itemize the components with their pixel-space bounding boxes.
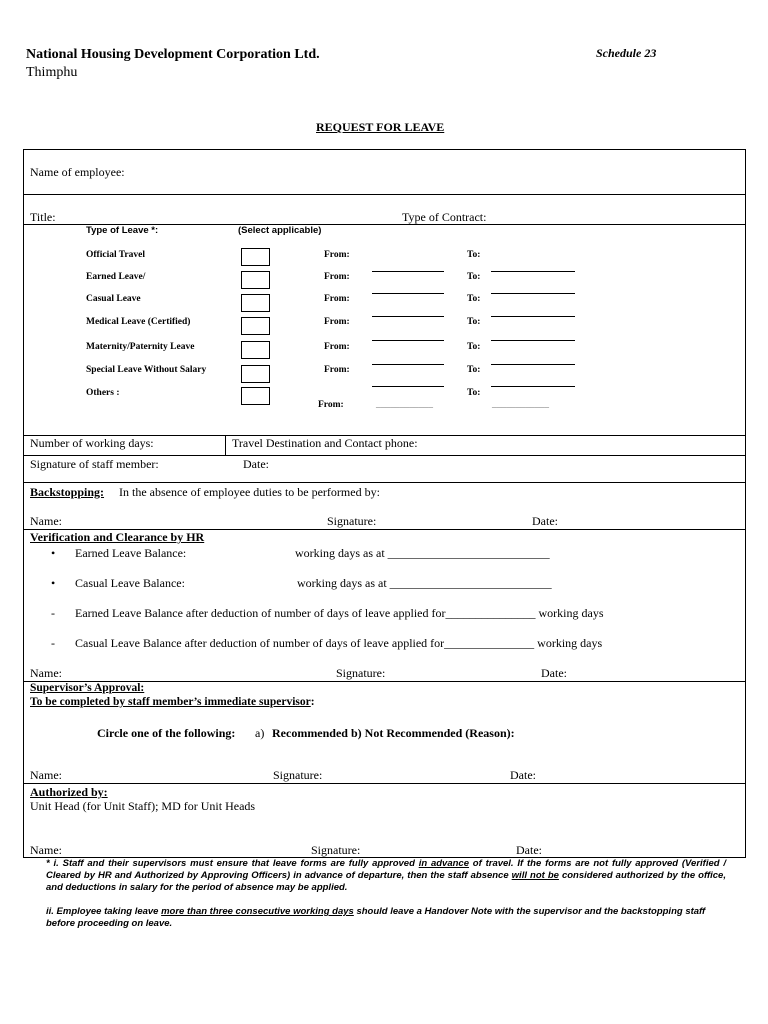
leave-type-label-medical-leave-certified: Medical Leave (Certified) — [86, 317, 191, 327]
earned-balance-label: Earned Leave Balance: — [75, 546, 187, 560]
form-title: REQUEST FOR LEAVE — [316, 120, 445, 134]
from-date-line[interactable] — [372, 271, 444, 272]
leave-type-checkbox-others[interactable] — [241, 387, 270, 405]
to-label: To: — [467, 388, 481, 398]
authorized-text: Unit Head (for Unit Staff); MD for Unit Heads — [30, 799, 256, 813]
supervisor-signature-label: Signature: — [273, 768, 323, 782]
supervisor-date-label: Date: — [510, 768, 536, 782]
to-date-line[interactable] — [491, 364, 575, 365]
others-from-blank[interactable]: ____________ — [376, 400, 433, 410]
others-to-blank[interactable]: ____________ — [492, 400, 549, 410]
select-applicable-header: (Select applicable) — [238, 225, 322, 236]
authorized-date-label: Date: — [516, 843, 542, 857]
organization-name: National Housing Development Corporation Ltd. — [26, 47, 320, 62]
footnote-advance-approval: * i. Staff and their supervisors must ensure that leave forms are fully approved in advance of travel. If the forms are not fully approved (Verified / Cleared by HR and Authorized by Approving Officers) in advance of departure, then the staff absence will not be considered authorized by the office, and deductions in salary for the period of absence may be applied. — [46, 858, 727, 893]
leave-type-label-casual-leave: Casual Leave — [86, 294, 141, 304]
earned-after-deduction[interactable]: Earned Leave Balance after deduction of number of days of leave applied for_______________ working days — [75, 606, 604, 620]
supervisor-heading: Supervisor’s Approval: — [30, 682, 145, 694]
leave-type-label-special-leave-without-salary: Special Leave Without Salary — [86, 365, 207, 375]
from-date-line[interactable] — [372, 364, 444, 365]
others-from-label: From: — [318, 400, 344, 410]
from-label: From: — [324, 342, 350, 352]
backstopping-signature-label: Signature: — [327, 514, 377, 528]
to-date-line[interactable] — [491, 340, 575, 341]
to-date-line[interactable] — [491, 293, 575, 294]
circle-label: Circle one of the following: — [97, 726, 236, 740]
hr-heading: Verification and Clearance by HR — [30, 530, 205, 544]
leave-type-checkbox-special-leave-without-salary[interactable] — [241, 365, 270, 383]
to-label: To: — [467, 342, 481, 352]
supervisor-subheading-colon: : — [310, 696, 315, 708]
to-label: To: — [467, 365, 481, 375]
to-label: To: — [467, 294, 481, 304]
from-label: From: — [324, 294, 350, 304]
authorized-signature-label: Signature: — [311, 843, 361, 857]
working-days-label: Number of working days: — [30, 436, 154, 450]
leave-type-label-maternity-paternity-leave: Maternity/Paternity Leave — [86, 342, 195, 352]
supervisor-subheading: To be completed by staff member’s immediate supervisor — [30, 696, 311, 708]
from-date-line[interactable] — [372, 293, 444, 294]
backstopping-name-label: Name: — [30, 514, 62, 528]
leave-type-label-official-travel: Official Travel — [86, 250, 146, 260]
leave-type-checkbox-casual-leave[interactable] — [241, 294, 270, 312]
authorized-name-label: Name: — [30, 843, 62, 857]
backstopping-heading: Backstopping: — [30, 485, 105, 499]
staff-date-label: Date: — [243, 457, 269, 471]
backstopping-text: In the absence of employee duties to be performed by: — [119, 485, 380, 499]
travel-destination-label: Travel Destination and Contact phone: — [232, 436, 418, 450]
staff-signature-label: Signature of staff member: — [30, 457, 159, 471]
to-date-line[interactable] — [491, 271, 575, 272]
recommendation-options[interactable]: Recommended b) Not Recommended (Reason): — [272, 726, 515, 740]
title-label: Title: — [30, 210, 56, 224]
employee-name-label: Name of employee: — [30, 165, 125, 179]
casual-balance-label: Casual Leave Balance: — [75, 576, 185, 590]
hr-name-label: Name: — [30, 666, 62, 680]
contract-type-label: Type of Contract: — [402, 210, 487, 224]
leave-type-label-others: Others : — [86, 388, 120, 398]
from-date-line[interactable] — [372, 316, 444, 317]
from-label: From: — [324, 365, 350, 375]
casual-days-field[interactable]: working days as at ___________________________ — [297, 576, 552, 590]
from-label: From: — [324, 317, 350, 327]
authorized-heading: Authorized by: — [30, 785, 108, 799]
to-label: To: — [467, 317, 481, 327]
dash-earned: - — [51, 606, 55, 620]
to-date-line[interactable] — [491, 386, 575, 387]
dash-casual: - — [51, 636, 55, 650]
from-date-line[interactable] — [372, 386, 444, 387]
leave-type-checkbox-maternity-paternity-leave[interactable] — [241, 341, 270, 359]
bullet-earned: • — [51, 546, 56, 560]
footnote-handover-note: ii. Employee taking leave more than three consecutive working days should leave a Handover Note with the supervisor and the backstopping staff before proceeding on leave. — [46, 906, 706, 929]
bullet-casual: • — [51, 576, 56, 590]
earned-days-field[interactable]: working days as at ___________________________ — [295, 546, 550, 560]
leave-type-label-earned-leave: Earned Leave/ — [86, 272, 146, 282]
schedule-label: Schedule 23 — [596, 46, 657, 60]
leave-type-header: Type of Leave *: — [86, 225, 159, 236]
to-label: To: — [467, 250, 481, 260]
from-label: From: — [324, 272, 350, 282]
from-date-line[interactable] — [372, 340, 444, 341]
leave-type-checkbox-official-travel[interactable] — [241, 248, 270, 266]
option-a-marker: a) — [255, 726, 265, 740]
to-label: To: — [467, 272, 481, 282]
hr-date-label: Date: — [541, 666, 567, 680]
organization-city: Thimphu — [26, 65, 78, 80]
leave-type-checkbox-medical-leave-certified[interactable] — [241, 317, 270, 335]
supervisor-subheading-wrap — [30, 696, 315, 708]
leave-type-checkbox-earned-leave[interactable] — [241, 271, 270, 289]
hr-signature-label: Signature: — [336, 666, 386, 680]
from-label: From: — [324, 250, 350, 260]
supervisor-name-label: Name: — [30, 768, 62, 782]
to-date-line[interactable] — [491, 316, 575, 317]
casual-after-deduction[interactable]: Casual Leave Balance after deduction of number of days of leave applied for_______________ working days — [75, 636, 603, 650]
backstopping-date-label: Date: — [532, 514, 558, 528]
